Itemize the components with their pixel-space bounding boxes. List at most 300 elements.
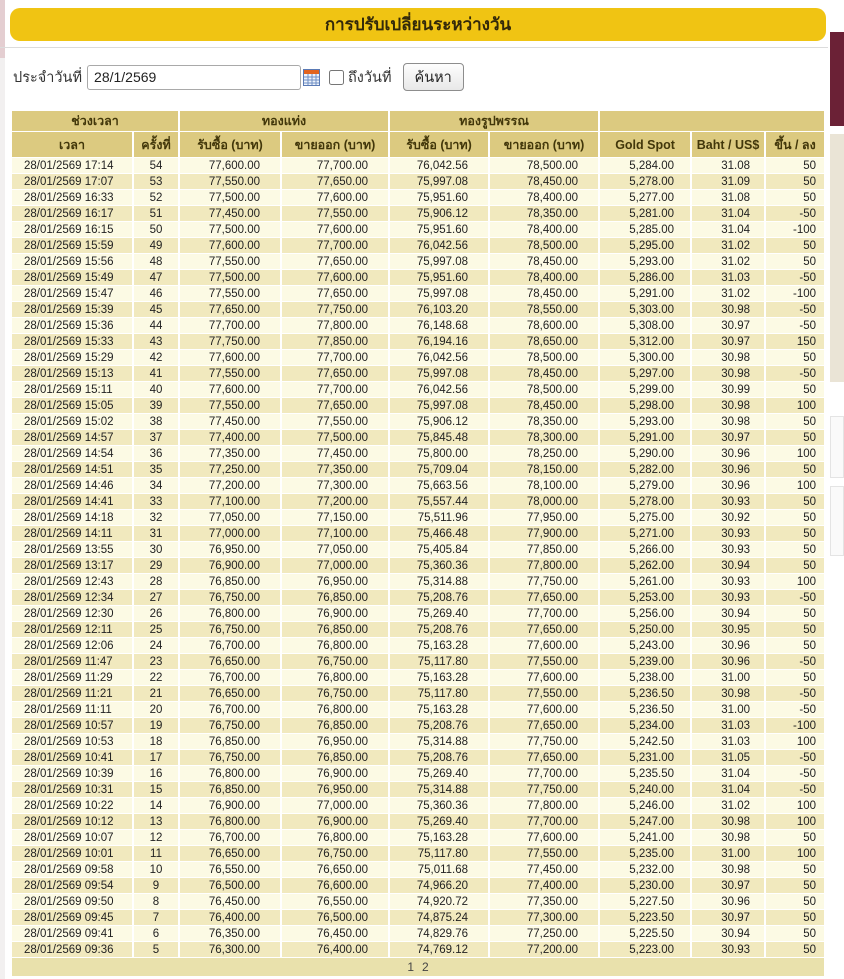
cell-bar-sell: 76,400.00 <box>282 942 388 957</box>
cell-bar-sell: 77,550.00 <box>282 206 388 221</box>
table-row <box>12 686 824 701</box>
cell-round-no: 48 <box>134 254 178 269</box>
cell-round-no: 51 <box>134 206 178 221</box>
page-title: การปรับเปลี่ยนระหว่างวัน <box>10 8 826 41</box>
pagination <box>12 958 824 976</box>
cell-ornament-buy: 74,829.76 <box>390 926 488 941</box>
cell-time: 28/01/2569 15:36 <box>12 318 132 333</box>
cell-ornament-buy: 75,208.76 <box>390 718 488 733</box>
cell-ornament-sell: 77,650.00 <box>490 750 598 765</box>
cell-bar-sell: 76,750.00 <box>282 654 388 669</box>
date-input[interactable] <box>87 65 301 90</box>
cell-bar-sell: 77,850.00 <box>282 334 388 349</box>
cell-time: 28/01/2569 14:54 <box>12 446 132 461</box>
cell-ornament-buy: 75,997.08 <box>390 254 488 269</box>
cell-gold-spot: 5,277.00 <box>600 190 690 205</box>
cell-bar-sell: 77,700.00 <box>282 350 388 365</box>
cell-bar-buy: 77,550.00 <box>180 254 280 269</box>
background-panel <box>830 416 844 478</box>
cell-bar-buy: 77,550.00 <box>180 398 280 413</box>
cell-ornament-sell: 78,450.00 <box>490 286 598 301</box>
cell-baht-usd: 30.97 <box>692 430 764 445</box>
cell-up-down: 50 <box>766 670 824 685</box>
table-row <box>12 798 824 813</box>
to-date-label: ถึงวันที่ <box>348 69 392 86</box>
cell-time: 28/01/2569 12:43 <box>12 574 132 589</box>
cell-up-down: -50 <box>766 302 824 317</box>
cell-ornament-buy: 75,845.48 <box>390 430 488 445</box>
cell-bar-sell: 76,800.00 <box>282 670 388 685</box>
cell-ornament-buy: 75,997.08 <box>390 174 488 189</box>
cell-ornament-buy: 75,360.36 <box>390 558 488 573</box>
group-header-row <box>12 111 824 131</box>
table-row <box>12 830 824 845</box>
cell-bar-sell: 76,950.00 <box>282 782 388 797</box>
cell-round-no: 32 <box>134 510 178 525</box>
cell-baht-usd: 30.98 <box>692 302 764 317</box>
cell-bar-buy: 76,750.00 <box>180 750 280 765</box>
cell-round-no: 17 <box>134 750 178 765</box>
cell-time: 28/01/2569 10:53 <box>12 734 132 749</box>
cell-ornament-buy: 76,042.56 <box>390 238 488 253</box>
background-beige-block <box>830 134 844 382</box>
cell-ornament-sell: 77,400.00 <box>490 878 598 893</box>
cell-bar-buy: 77,700.00 <box>180 318 280 333</box>
cell-ornament-buy: 76,194.16 <box>390 334 488 349</box>
cell-round-no: 6 <box>134 926 178 941</box>
cell-gold-spot: 5,246.00 <box>600 798 690 813</box>
table-row <box>12 750 824 765</box>
cell-ornament-sell: 77,850.00 <box>490 542 598 557</box>
table-row <box>12 894 824 909</box>
cell-bar-sell: 77,700.00 <box>282 382 388 397</box>
cell-bar-buy: 77,000.00 <box>180 526 280 541</box>
cell-up-down: 50 <box>766 830 824 845</box>
cell-round-no: 38 <box>134 414 178 429</box>
cell-ornament-buy: 75,906.12 <box>390 414 488 429</box>
cell-round-no: 52 <box>134 190 178 205</box>
cell-baht-usd: 30.98 <box>692 398 764 413</box>
table-row <box>12 558 824 573</box>
cell-baht-usd: 30.93 <box>692 542 764 557</box>
cell-time: 28/01/2569 17:14 <box>12 158 132 173</box>
cell-ornament-sell: 78,450.00 <box>490 366 598 381</box>
table-row <box>12 878 824 893</box>
cell-round-no: 5 <box>134 942 178 957</box>
cell-ornament-buy: 75,906.12 <box>390 206 488 221</box>
table-row <box>12 782 824 797</box>
cell-time: 28/01/2569 10:07 <box>12 830 132 845</box>
cell-ornament-sell: 78,100.00 <box>490 478 598 493</box>
cell-time: 28/01/2569 09:45 <box>12 910 132 925</box>
cell-round-no: 47 <box>134 270 178 285</box>
table-row <box>12 190 824 205</box>
cell-baht-usd: 30.98 <box>692 686 764 701</box>
cell-bar-sell: 77,650.00 <box>282 366 388 381</box>
cell-bar-sell: 76,800.00 <box>282 638 388 653</box>
cell-bar-sell: 76,900.00 <box>282 814 388 829</box>
cell-bar-sell: 77,000.00 <box>282 798 388 813</box>
cell-gold-spot: 5,282.00 <box>600 462 690 477</box>
cell-up-down: 100 <box>766 574 824 589</box>
cell-ornament-sell: 78,000.00 <box>490 494 598 509</box>
cell-bar-sell: 77,550.00 <box>282 414 388 429</box>
cell-bar-sell: 77,650.00 <box>282 286 388 301</box>
page-link-1[interactable]: 1 <box>407 960 415 974</box>
cell-ornament-buy: 75,314.88 <box>390 574 488 589</box>
cell-round-no: 8 <box>134 894 178 909</box>
cell-gold-spot: 5,225.50 <box>600 926 690 941</box>
cell-up-down: 50 <box>766 638 824 653</box>
page-link-2[interactable]: 2 <box>422 960 429 974</box>
cell-time: 28/01/2569 15:47 <box>12 286 132 301</box>
cell-baht-usd: 30.92 <box>692 510 764 525</box>
cell-ornament-sell: 77,550.00 <box>490 846 598 861</box>
cell-baht-usd: 30.94 <box>692 606 764 621</box>
cell-baht-usd: 31.04 <box>692 222 764 237</box>
table-row <box>12 910 824 925</box>
cell-up-down: 50 <box>766 158 824 173</box>
cell-round-no: 31 <box>134 526 178 541</box>
cell-time: 28/01/2569 17:07 <box>12 174 132 189</box>
cell-round-no: 12 <box>134 830 178 845</box>
cell-bar-sell: 77,350.00 <box>282 462 388 477</box>
cell-ornament-sell: 78,350.00 <box>490 414 598 429</box>
group-header-gold-bar: ทองแท่ง <box>180 111 388 131</box>
table-row <box>12 654 824 669</box>
cell-gold-spot: 5,297.00 <box>600 366 690 381</box>
cell-ornament-sell: 77,600.00 <box>490 638 598 653</box>
table-row <box>12 238 824 253</box>
cell-baht-usd: 30.97 <box>692 878 764 893</box>
cell-baht-usd: 31.00 <box>692 846 764 861</box>
cell-baht-usd: 31.04 <box>692 782 764 797</box>
background-maroon-block <box>830 32 844 126</box>
cell-up-down: -50 <box>766 206 824 221</box>
cell-ornament-buy: 75,511.96 <box>390 510 488 525</box>
cell-bar-sell: 76,850.00 <box>282 750 388 765</box>
cell-gold-spot: 5,298.00 <box>600 398 690 413</box>
cell-bar-buy: 77,550.00 <box>180 286 280 301</box>
cell-ornament-sell: 77,200.00 <box>490 942 598 957</box>
cell-time: 28/01/2569 13:17 <box>12 558 132 573</box>
cell-ornament-buy: 75,951.60 <box>390 222 488 237</box>
cell-time: 28/01/2569 15:56 <box>12 254 132 269</box>
left-edge-strip <box>0 0 5 979</box>
table-row <box>12 526 824 541</box>
cell-up-down: 50 <box>766 494 824 509</box>
table-body <box>12 158 824 957</box>
cell-ornament-sell: 78,450.00 <box>490 174 598 189</box>
table-row <box>12 478 824 493</box>
cell-round-no: 34 <box>134 478 178 493</box>
search-button[interactable]: ค้นหา <box>403 63 464 91</box>
cell-time: 28/01/2569 10:57 <box>12 718 132 733</box>
cell-time: 28/01/2569 16:17 <box>12 206 132 221</box>
cell-ornament-sell: 78,450.00 <box>490 254 598 269</box>
cell-ornament-sell: 77,700.00 <box>490 606 598 621</box>
cell-time: 28/01/2569 14:57 <box>12 430 132 445</box>
cell-up-down: -50 <box>766 590 824 605</box>
cell-time: 28/01/2569 15:29 <box>12 350 132 365</box>
cell-gold-spot: 5,266.00 <box>600 542 690 557</box>
cell-bar-sell: 76,900.00 <box>282 766 388 781</box>
date-filter-form <box>13 61 464 93</box>
cell-bar-sell: 76,600.00 <box>282 878 388 893</box>
cell-up-down: 100 <box>766 798 824 813</box>
cell-baht-usd: 31.02 <box>692 286 764 301</box>
cell-ornament-buy: 75,208.76 <box>390 750 488 765</box>
table-row <box>12 590 824 605</box>
cell-round-no: 49 <box>134 238 178 253</box>
cell-bar-buy: 76,650.00 <box>180 846 280 861</box>
cell-bar-buy: 76,700.00 <box>180 830 280 845</box>
table-row <box>12 398 824 413</box>
cell-round-no: 41 <box>134 366 178 381</box>
cell-ornament-sell: 77,750.00 <box>490 574 598 589</box>
date-label: ประจำวันที่ <box>13 69 83 86</box>
cell-baht-usd: 31.03 <box>692 270 764 285</box>
cell-baht-usd: 31.04 <box>692 206 764 221</box>
cell-gold-spot: 5,236.50 <box>600 686 690 701</box>
cell-round-no: 27 <box>134 590 178 605</box>
table-row <box>12 158 824 173</box>
cell-round-no: 18 <box>134 734 178 749</box>
cell-gold-spot: 5,300.00 <box>600 350 690 365</box>
cell-up-down: 50 <box>766 526 824 541</box>
cell-gold-spot: 5,293.00 <box>600 414 690 429</box>
cell-up-down: -50 <box>766 270 824 285</box>
cell-gold-spot: 5,290.00 <box>600 446 690 461</box>
cell-ornament-buy: 74,966.20 <box>390 878 488 893</box>
cell-ornament-buy: 76,103.20 <box>390 302 488 317</box>
cell-round-no: 54 <box>134 158 178 173</box>
cell-ornament-buy: 76,042.56 <box>390 350 488 365</box>
cell-bar-sell: 76,950.00 <box>282 734 388 749</box>
group-header-blank <box>600 111 824 131</box>
cell-bar-buy: 77,250.00 <box>180 462 280 477</box>
table-row <box>12 574 824 589</box>
cell-round-no: 42 <box>134 350 178 365</box>
cell-time: 28/01/2569 12:30 <box>12 606 132 621</box>
cell-baht-usd: 30.96 <box>692 894 764 909</box>
cell-ornament-sell: 77,550.00 <box>490 654 598 669</box>
cell-ornament-sell: 78,500.00 <box>490 158 598 173</box>
cell-round-no: 50 <box>134 222 178 237</box>
cell-time: 28/01/2569 10:41 <box>12 750 132 765</box>
cell-ornament-sell: 78,550.00 <box>490 302 598 317</box>
cell-ornament-sell: 77,550.00 <box>490 686 598 701</box>
cell-ornament-buy: 75,163.28 <box>390 702 488 717</box>
to-date-checkbox[interactable] <box>329 70 344 85</box>
cell-up-down: 50 <box>766 350 824 365</box>
table-row <box>12 494 824 509</box>
col-header-time: เวลา <box>12 132 132 157</box>
cell-bar-sell: 77,150.00 <box>282 510 388 525</box>
cell-round-no: 10 <box>134 862 178 877</box>
cell-baht-usd: 30.96 <box>692 638 764 653</box>
cell-bar-buy: 76,700.00 <box>180 638 280 653</box>
cell-bar-buy: 76,650.00 <box>180 654 280 669</box>
cell-round-no: 24 <box>134 638 178 653</box>
cell-up-down: 50 <box>766 606 824 621</box>
cell-gold-spot: 5,295.00 <box>600 238 690 253</box>
cell-up-down: 50 <box>766 430 824 445</box>
cell-baht-usd: 30.94 <box>692 926 764 941</box>
cell-bar-buy: 76,400.00 <box>180 910 280 925</box>
cell-round-no: 21 <box>134 686 178 701</box>
cell-round-no: 19 <box>134 718 178 733</box>
table-row <box>12 254 824 269</box>
cell-bar-sell: 76,850.00 <box>282 590 388 605</box>
cell-ornament-buy: 75,269.40 <box>390 606 488 621</box>
cell-time: 28/01/2569 09:58 <box>12 862 132 877</box>
cell-up-down: 50 <box>766 910 824 925</box>
cell-ornament-sell: 78,450.00 <box>490 398 598 413</box>
cell-ornament-sell: 77,650.00 <box>490 718 598 733</box>
cell-bar-sell: 76,650.00 <box>282 862 388 877</box>
cell-up-down: 50 <box>766 382 824 397</box>
cell-ornament-buy: 75,269.40 <box>390 814 488 829</box>
cell-time: 28/01/2569 12:11 <box>12 622 132 637</box>
table-row <box>12 350 824 365</box>
cell-gold-spot: 5,291.00 <box>600 430 690 445</box>
cell-round-no: 25 <box>134 622 178 637</box>
cell-round-no: 15 <box>134 782 178 797</box>
table-row <box>12 222 824 237</box>
cell-up-down: 50 <box>766 926 824 941</box>
cell-bar-sell: 77,200.00 <box>282 494 388 509</box>
cell-ornament-buy: 76,042.56 <box>390 158 488 173</box>
cell-bar-buy: 76,750.00 <box>180 718 280 733</box>
cell-baht-usd: 30.96 <box>692 478 764 493</box>
cell-time: 28/01/2569 16:15 <box>12 222 132 237</box>
col-header-bar-buy: รับซื้อ (บาท) <box>180 132 280 157</box>
cell-baht-usd: 30.98 <box>692 350 764 365</box>
cell-bar-buy: 76,850.00 <box>180 574 280 589</box>
cell-baht-usd: 31.09 <box>692 174 764 189</box>
cell-baht-usd: 30.99 <box>692 382 764 397</box>
cell-bar-sell: 76,500.00 <box>282 910 388 925</box>
cell-ornament-buy: 75,208.76 <box>390 590 488 605</box>
cell-up-down: 50 <box>766 862 824 877</box>
cell-time: 28/01/2569 10:39 <box>12 766 132 781</box>
cell-bar-buy: 76,450.00 <box>180 894 280 909</box>
cell-bar-buy: 76,850.00 <box>180 734 280 749</box>
cell-up-down: -100 <box>766 286 824 301</box>
cell-bar-buy: 76,800.00 <box>180 606 280 621</box>
cell-ornament-sell: 77,650.00 <box>490 622 598 637</box>
cell-round-no: 14 <box>134 798 178 813</box>
cell-time: 28/01/2569 09:41 <box>12 926 132 941</box>
cell-bar-buy: 76,550.00 <box>180 862 280 877</box>
cell-ornament-buy: 74,875.24 <box>390 910 488 925</box>
cell-up-down: -50 <box>766 654 824 669</box>
cell-ornament-sell: 77,800.00 <box>490 798 598 813</box>
cell-bar-buy: 77,500.00 <box>180 270 280 285</box>
cell-gold-spot: 5,262.00 <box>600 558 690 573</box>
cell-round-no: 7 <box>134 910 178 925</box>
background-panel <box>830 486 844 556</box>
cell-bar-sell: 77,650.00 <box>282 174 388 189</box>
cell-up-down: 50 <box>766 894 824 909</box>
cell-baht-usd: 30.96 <box>692 654 764 669</box>
cell-ornament-buy: 75,951.60 <box>390 190 488 205</box>
cell-bar-sell: 76,850.00 <box>282 622 388 637</box>
cell-ornament-sell: 77,900.00 <box>490 526 598 541</box>
cell-ornament-sell: 77,600.00 <box>490 670 598 685</box>
cell-ornament-sell: 78,400.00 <box>490 222 598 237</box>
cell-bar-buy: 77,550.00 <box>180 174 280 189</box>
cell-gold-spot: 5,261.00 <box>600 574 690 589</box>
cell-gold-spot: 5,223.50 <box>600 910 690 925</box>
cell-ornament-buy: 75,163.28 <box>390 638 488 653</box>
cell-bar-buy: 76,750.00 <box>180 590 280 605</box>
cell-round-no: 46 <box>134 286 178 301</box>
cell-ornament-sell: 78,650.00 <box>490 334 598 349</box>
table-row <box>12 334 824 349</box>
cell-bar-buy: 77,500.00 <box>180 190 280 205</box>
cell-time: 28/01/2569 15:11 <box>12 382 132 397</box>
cell-up-down: -50 <box>766 766 824 781</box>
cell-bar-buy: 77,550.00 <box>180 366 280 381</box>
col-header-bar-sell: ขายออก (บาท) <box>282 132 388 157</box>
cell-round-no: 40 <box>134 382 178 397</box>
cell-gold-spot: 5,279.00 <box>600 478 690 493</box>
cell-round-no: 28 <box>134 574 178 589</box>
cell-bar-sell: 77,050.00 <box>282 542 388 557</box>
cell-up-down: 50 <box>766 878 824 893</box>
col-header-up-down: ขึ้น / ลง <box>766 132 824 157</box>
table-row <box>12 622 824 637</box>
calendar-icon[interactable] <box>303 69 320 86</box>
cell-baht-usd: 30.98 <box>692 414 764 429</box>
cell-ornament-buy: 75,800.00 <box>390 446 488 461</box>
cell-round-no: 11 <box>134 846 178 861</box>
cell-bar-sell: 76,550.00 <box>282 894 388 909</box>
cell-time: 28/01/2569 15:02 <box>12 414 132 429</box>
cell-bar-buy: 76,850.00 <box>180 782 280 797</box>
cell-ornament-buy: 75,117.80 <box>390 654 488 669</box>
cell-gold-spot: 5,256.00 <box>600 606 690 621</box>
cell-bar-buy: 76,700.00 <box>180 702 280 717</box>
cell-time: 28/01/2569 11:29 <box>12 670 132 685</box>
cell-bar-sell: 76,800.00 <box>282 702 388 717</box>
cell-bar-buy: 77,350.00 <box>180 446 280 461</box>
cell-bar-buy: 76,500.00 <box>180 878 280 893</box>
cell-gold-spot: 5,232.00 <box>600 862 690 877</box>
cell-time: 28/01/2569 09:50 <box>12 894 132 909</box>
cell-time: 28/01/2569 10:01 <box>12 846 132 861</box>
table-row <box>12 302 824 317</box>
cell-ornament-sell: 78,600.00 <box>490 318 598 333</box>
cell-bar-buy: 76,900.00 <box>180 558 280 573</box>
table-row <box>12 318 824 333</box>
cell-bar-sell: 77,300.00 <box>282 478 388 493</box>
table-row <box>12 638 824 653</box>
cell-round-no: 23 <box>134 654 178 669</box>
cell-bar-buy: 77,600.00 <box>180 238 280 253</box>
cell-bar-buy: 77,400.00 <box>180 430 280 445</box>
cell-baht-usd: 30.97 <box>692 910 764 925</box>
cell-time: 28/01/2569 15:33 <box>12 334 132 349</box>
cell-gold-spot: 5,278.00 <box>600 174 690 189</box>
cell-bar-sell: 76,800.00 <box>282 830 388 845</box>
cell-baht-usd: 30.93 <box>692 942 764 957</box>
cell-up-down: -50 <box>766 686 824 701</box>
cell-gold-spot: 5,250.00 <box>600 622 690 637</box>
cell-bar-sell: 77,600.00 <box>282 190 388 205</box>
